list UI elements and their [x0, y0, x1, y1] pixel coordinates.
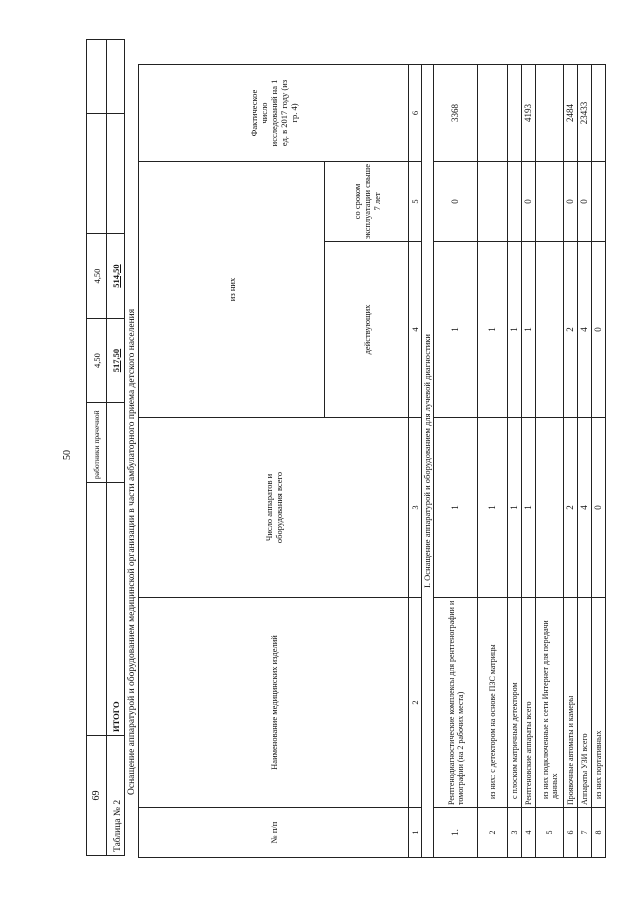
cell-actual	[478, 64, 508, 161]
row-empty-cell	[107, 114, 125, 234]
cell-name: Рентгенодиагностические комплексы для рентгенографии и томографии (на 2 рабочих места)	[434, 598, 478, 808]
table-title: Оснащение аппаратурой и оборудованием медицинской организации в части амбулаторного приема детского населения	[127, 308, 137, 795]
cell-active: 0	[592, 242, 606, 418]
row-empty-cell	[87, 483, 107, 736]
cell-actual	[536, 64, 564, 161]
page-number: 50	[62, 450, 73, 460]
cell-num: 1.	[434, 808, 478, 858]
cell-total: 4	[578, 418, 592, 598]
table-row	[578, 64, 592, 857]
cell-total	[536, 418, 564, 598]
row-label: работники прачечной	[87, 403, 107, 483]
cell-num: 7	[578, 808, 592, 858]
cell-name: Рентгеновские аппараты всего	[522, 598, 536, 808]
section-title: I. Оснащение аппаратурой и оборудованием для лучевой диагностики	[422, 64, 434, 857]
column-number: 2	[409, 598, 422, 808]
continued-table	[86, 39, 125, 856]
cell-active	[536, 242, 564, 418]
cell-active: 1	[434, 242, 478, 418]
table-row	[536, 64, 564, 857]
cell-over7: 0	[522, 161, 536, 241]
header-active: действующих	[325, 242, 409, 418]
table-row	[434, 64, 478, 857]
cell-total: 0	[592, 418, 606, 598]
table-row	[592, 64, 606, 857]
cell-num: 4	[522, 808, 536, 858]
column-number: 4	[409, 242, 422, 418]
column-number: 3	[409, 418, 422, 598]
table-row	[107, 40, 125, 856]
section-row	[422, 64, 434, 857]
cell-actual: 3368	[434, 64, 478, 161]
cell-name: из них: с детектором на основе ПЗС матрицы	[478, 598, 508, 808]
total-label: ИТОГО	[107, 483, 125, 736]
column-number-row	[409, 64, 422, 857]
cell-name: Проявочные автоматы и камеры	[564, 598, 578, 808]
column-number: 1	[409, 808, 422, 858]
row-empty-cell	[107, 40, 125, 114]
total-value-2: 514,50	[107, 234, 125, 319]
cell-num: 5	[536, 808, 564, 858]
cell-over7: 0	[564, 161, 578, 241]
cell-over7	[508, 161, 522, 241]
cell-over7	[592, 161, 606, 241]
column-number: 6	[409, 64, 422, 161]
cell-actual: 23433	[578, 64, 592, 161]
cell-over7: 0	[578, 161, 592, 241]
cell-active: 1	[522, 242, 536, 418]
table-row	[508, 64, 522, 857]
cell-total: 1	[434, 418, 478, 598]
cell-active: 2	[564, 242, 578, 418]
cell-total: 1	[522, 418, 536, 598]
cell-name: с плоским матричным детектором	[508, 598, 522, 808]
column-number: 5	[409, 161, 422, 241]
table-row	[564, 64, 578, 857]
row-value-1: 4,50	[87, 319, 107, 403]
row-empty-cell	[107, 403, 125, 483]
table-row	[87, 40, 107, 856]
cell-over7	[536, 161, 564, 241]
row-empty-cell	[87, 114, 107, 234]
cell-actual: 4193	[522, 64, 536, 161]
cell-num: 8	[592, 808, 606, 858]
row-empty-cell	[87, 40, 107, 114]
cell-active: 1	[478, 242, 508, 418]
cell-over7	[478, 161, 508, 241]
cell-actual	[508, 64, 522, 161]
cell-active: 4	[578, 242, 592, 418]
cell-total: 2	[564, 418, 578, 598]
cell-name: из них портативных	[592, 598, 606, 808]
header-actual-studies: Фактическое число исследований на 1 ед. в 2017 году (из гр. 4)	[139, 64, 409, 161]
cell-name: Аппараты УЗИ всего	[578, 598, 592, 808]
total-value-1: 517,50	[107, 319, 125, 403]
cell-active: 1	[508, 242, 522, 418]
equipment-table	[138, 64, 606, 858]
cell-actual: 2484	[564, 64, 578, 161]
header-name: Наименование медицинских изделий	[139, 598, 409, 808]
header-row	[139, 64, 325, 857]
cell-actual	[592, 64, 606, 161]
row-value-2: 4,50	[87, 234, 107, 319]
table-label: Таблица № 2	[113, 799, 123, 852]
cell-num: 2	[478, 808, 508, 858]
cell-name: из них подключенные к сети Интернет для передачи данных	[536, 598, 564, 808]
header-total: Число аппаратов и оборудования всего	[139, 418, 409, 598]
header-of-them: из них	[139, 161, 325, 417]
cell-num: 3	[508, 808, 522, 858]
cell-total: 1	[478, 418, 508, 598]
row-number: 69	[87, 736, 107, 856]
header-over7: со сроком эксплуатации свыше 7 лет	[325, 161, 409, 241]
table-row	[478, 64, 508, 857]
cell-total: 1	[508, 418, 522, 598]
table2-wrapper	[138, 65, 603, 858]
cell-num: 6	[564, 808, 578, 858]
header-num: № п/п	[139, 808, 409, 858]
cell-over7: 0	[434, 161, 478, 241]
table-row	[522, 64, 536, 857]
